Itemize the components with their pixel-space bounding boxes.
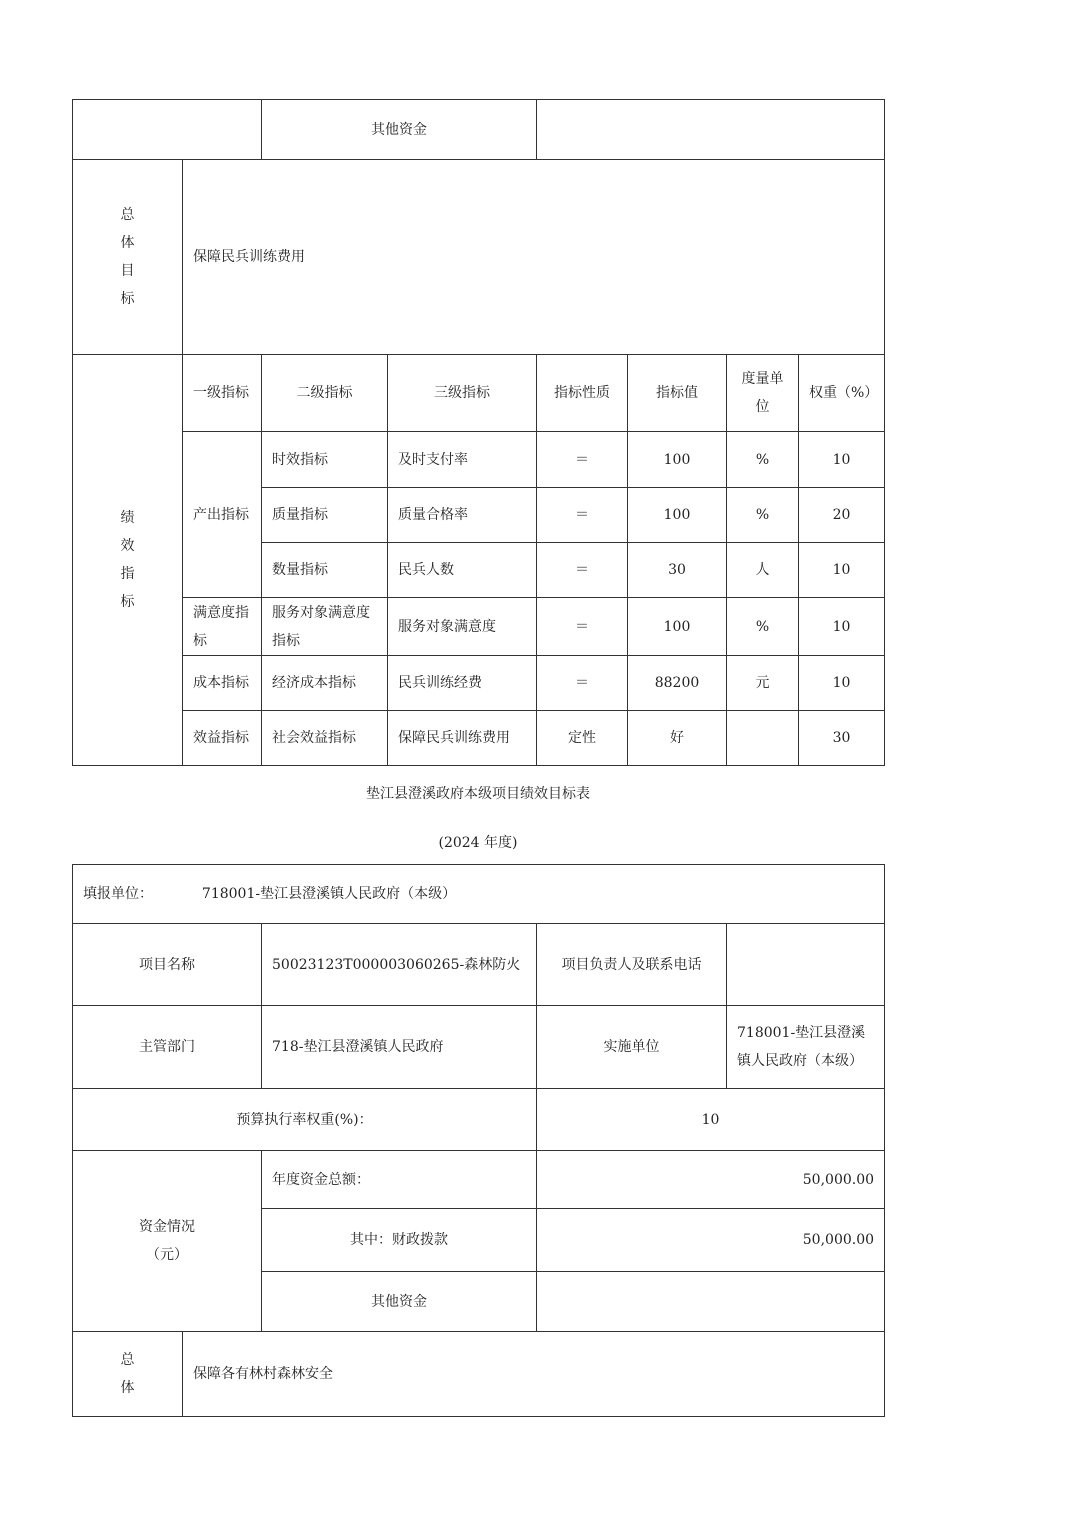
header-level2: 二级指标 xyxy=(262,355,388,432)
header-nature: 指标性质 xyxy=(537,355,628,432)
fiscal-value: 50,000.00 xyxy=(537,1209,885,1272)
table-row: 产出指标 时效指标 及时支付率 ＝ 100 % 10 xyxy=(73,432,885,488)
dept-value: 718-垫江县澄溪镇人民政府 xyxy=(262,1006,537,1089)
project-name-label: 项目名称 xyxy=(73,924,262,1006)
header-level1: 一级指标 xyxy=(183,355,262,432)
budget-weight-label: 预算执行率权重(%)： xyxy=(73,1089,537,1151)
annual-total-label: 年度资金总额： xyxy=(262,1151,537,1209)
overall-goal-text-2: 保障各有林村森林安全 xyxy=(183,1332,885,1417)
contact-label: 项目负责人及联系电话 xyxy=(537,924,727,1006)
performance-table-forest-fire xyxy=(72,864,885,1417)
dept-label: 主管部门 xyxy=(73,1006,262,1089)
performance-table-training xyxy=(72,99,885,766)
table-row: 数量指标 民兵人数 ＝ 30 人 10 xyxy=(73,543,885,598)
header-level3: 三级指标 xyxy=(388,355,537,432)
reporting-unit: 填报单位： 718001-垫江县澄溪镇人民政府（本级） xyxy=(73,865,885,924)
impl-label: 实施单位 xyxy=(537,1006,727,1089)
empty-cell xyxy=(73,100,262,160)
other-funds-value-2 xyxy=(537,1272,885,1332)
header-unit: 度量单位 xyxy=(727,355,799,432)
overall-goal-text: 保障民兵训练费用 xyxy=(183,160,885,355)
overall-goal-label: 总 体 目 标 xyxy=(73,160,183,355)
header-value: 指标值 xyxy=(628,355,727,432)
annual-total-value: 50,000.00 xyxy=(537,1151,885,1209)
table-row: 成本指标 经济成本指标 民兵训练经费 ＝ 88200 元 10 xyxy=(73,656,885,711)
table-row: 效益指标 社会效益指标 保障民兵训练费用 定性 好 30 xyxy=(73,711,885,766)
other-funds-label: 其他资金 xyxy=(262,100,537,160)
impl-value: 718001-垫江县澄溪镇人民政府（本级） xyxy=(727,1006,885,1089)
budget-weight-value: 10 xyxy=(537,1089,885,1151)
contact-value xyxy=(727,924,885,1006)
document-title: 垫江县澄溪政府本级项目绩效目标表 xyxy=(366,786,590,802)
fiscal-label: 其中：财政拨款 xyxy=(262,1209,537,1272)
other-funds-label-2: 其他资金 xyxy=(262,1272,537,1332)
perf-indicator-label: 绩 效 指 标 xyxy=(73,355,183,766)
table-row: 质量指标 质量合格率 ＝ 100 % 20 xyxy=(73,488,885,543)
table-row: 满意度指标 服务对象满意度指标 服务对象满意度 ＝ 100 % 10 xyxy=(73,598,885,656)
overall-goal-label-2: 总 体 xyxy=(73,1332,183,1417)
funds-label: 资金情况 （元） xyxy=(73,1151,262,1332)
header-weight: 权重（%） xyxy=(799,355,885,432)
project-name-value: 50023123T000003060265-森林防火 xyxy=(262,924,537,1006)
document-year: (2024 年度) xyxy=(438,835,518,851)
other-funds-value xyxy=(537,100,885,160)
